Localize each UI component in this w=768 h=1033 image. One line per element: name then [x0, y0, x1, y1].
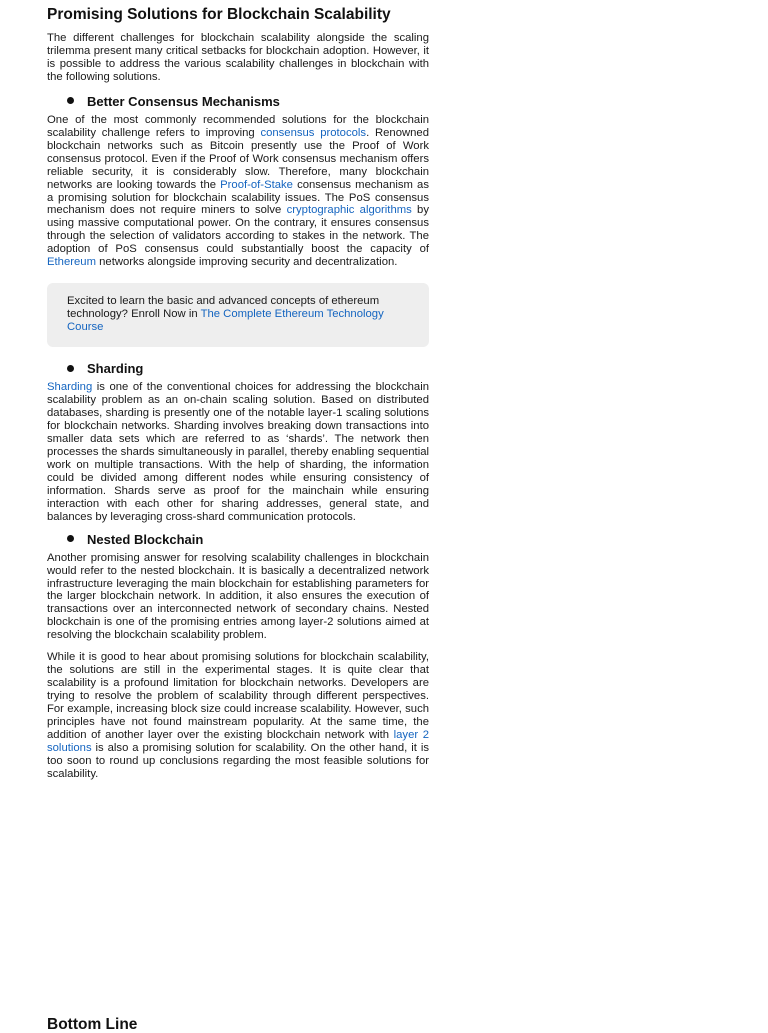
link-sharding[interactable]: Sharding	[47, 381, 93, 394]
link-ethereum[interactable]: Ethereum	[47, 256, 96, 269]
section-heading-consensus	[67, 94, 429, 110]
consensus-paragraph	[47, 114, 429, 269]
text-run: Excited to learn the basic and advanced concepts of ethereum technology? Enroll Now in	[67, 295, 380, 321]
spacer	[47, 524, 429, 532]
section-heading-nested	[67, 532, 429, 548]
link-proof-of-stake[interactable]: Proof-of-Stake	[220, 178, 293, 191]
link-ethereum-course[interactable]: The Complete Ethereum Technology Course	[67, 308, 384, 334]
text-run: is one of the conventional choices for addressing the blockchain scalability problem as an on-chain scaling solution. Based on distributed databases, sharding is presently one of the notable layer-1 scaling solutions for blockchain networks. Sharding involves breaking down transactions into smaller data sets which are referred to as ‘shards’. The network then processes the shards simultaneously in parallel, thereby enabling sequential work on multiple transactions. With the help of sharding, the information could be divided among different nodes while ensuring consistency of information. Shards serve as proof for the mainchain while ensuring interaction with each other for sharing addresses, general state, and balances by leveraging cross-shard communication protocols.	[47, 381, 429, 523]
next-section-heading: Bottom Line	[47, 1016, 138, 1033]
article-title: Promising Solutions for Blockchain Scalability	[47, 6, 391, 23]
bullet-icon	[67, 535, 74, 542]
course-callout	[47, 283, 429, 347]
section-title: Better Consensus Mechanisms	[87, 93, 280, 109]
link-consensus-protocols[interactable]: consensus protocols	[260, 126, 367, 139]
intro-paragraph: The different challenges for blockchain scalability alongside the scaling trilemma present many critical setbacks for blockchain adoption. However, it is possible to address the various scalability challenges in blockchain with the following solutions.	[47, 32, 429, 83]
section-heading-sharding	[67, 361, 429, 377]
bullet-icon	[67, 365, 74, 372]
text-run: is also a promising solution for scalability. On the other hand, it is too soon to round up conclusions regarding the most feasible solutions for scalability.	[47, 741, 429, 780]
text-run: networks alongside improving security and decentralization.	[95, 256, 398, 269]
text-run: One of the most commonly recommended solutions for the blockchain scalability challenge refers to improving	[47, 113, 429, 139]
spacer	[47, 642, 429, 651]
text-run: While it is good to hear about promising solutions for blockchain scalability, the solutions are still in the experimental stages. It is quite clear that scalability is a profound limitation for blockchain networks. Developers are trying to resolve the problem of scalability through different perspectives. For example, increasing block size could increase scalability. However, such principles have not found mainstream popularity. At the same time, the addition of another layer over the existing blockchain network with	[47, 651, 429, 741]
bullet-icon	[67, 97, 74, 104]
text-run: by using massive computational power. On the contrary, it ensures consensus through the selection of validators according to stakes in the network. The adoption of PoS consensus could substantially boost the capacity of	[47, 204, 429, 256]
section-title: Nested Blockchain	[87, 531, 204, 547]
text-run: . Renowned blockchain networks such as Bitcoin presently use the Proof of Work consensus protocol. Even if the Proof of Work consensus mechanism offers reliable security, it is considerably slow. Therefore, many blockchain networks are looking towards the	[47, 126, 429, 191]
callout-text	[67, 295, 409, 334]
link-layer-2-solutions[interactable]: layer 2 solutions	[47, 728, 429, 754]
text-run: consensus mechanism as a promising solution for blockchain scalability issues. The PoS consensus mechanism does not require miners to solve	[47, 178, 429, 217]
conclusion-paragraph	[47, 651, 429, 781]
link-cryptographic-algorithms[interactable]: cryptographic algorithms	[286, 204, 412, 217]
nested-paragraph: Another promising answer for resolving scalability challenges in blockchain would refer to the nested blockchain. It is basically a decentralized network infrastructure leveraging the main blockchain for establishing parameters for the larger blockchain network. In addition, it also ensures the execution of transactions over an interconnected network of secondary chains. Nested blockchain is one of the promising entries among layer-2 solutions aimed at resolving the blockchain scalability problem.	[47, 551, 429, 642]
article	[47, 6, 429, 781]
section-title: Sharding	[87, 361, 144, 377]
sharding-paragraph	[47, 381, 429, 523]
